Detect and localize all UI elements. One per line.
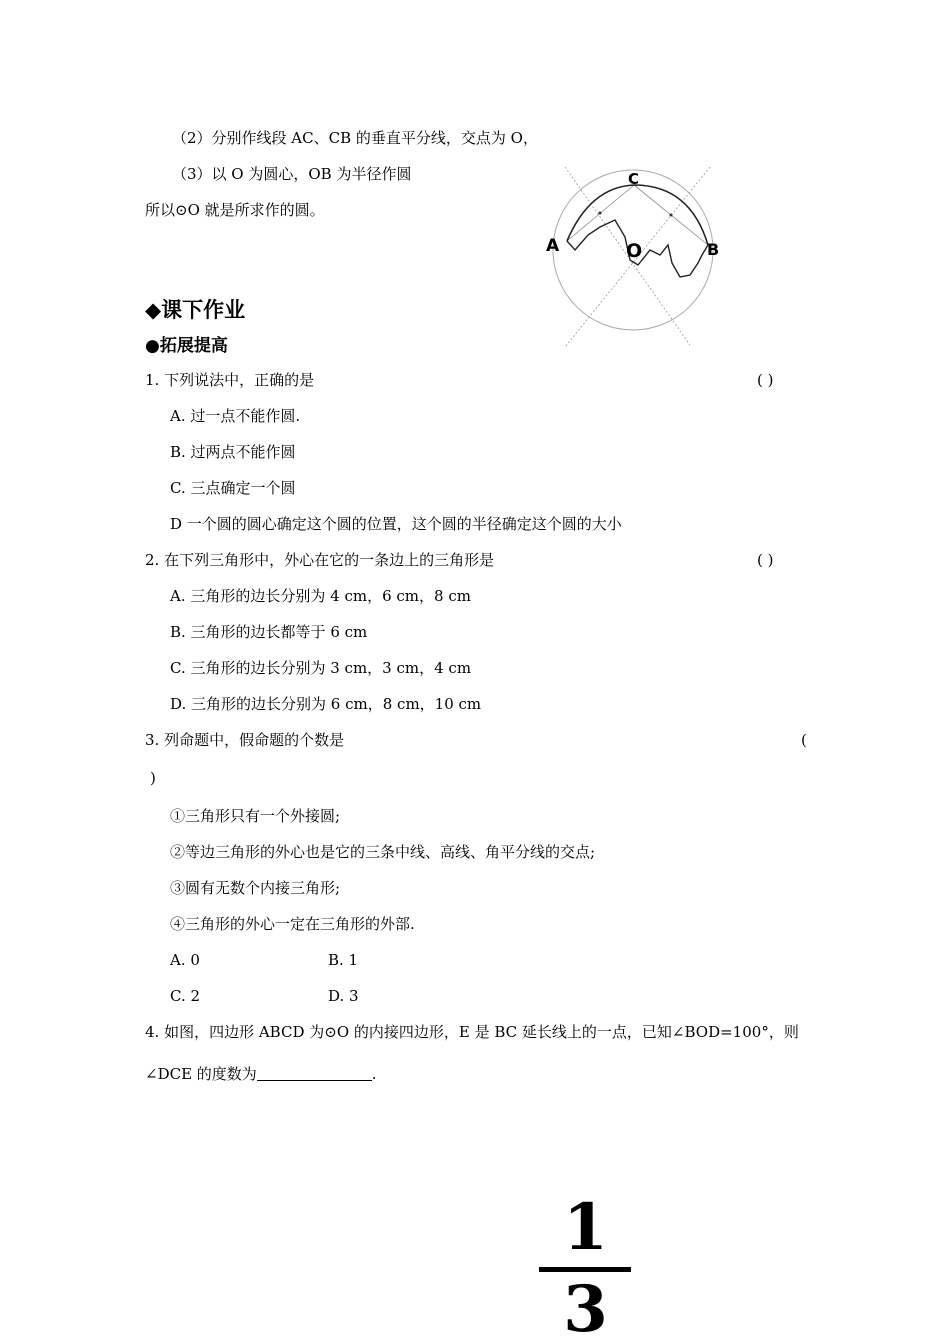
q3-proposition-4: ④三角形的外心一定在三角形的外部. (170, 915, 415, 933)
label-o: O (626, 240, 643, 262)
q2-option-b: B. 三角形的边长都等于 6 cm (170, 623, 368, 641)
fraction-one-third (533, 1196, 638, 1344)
midpoint-cb (670, 214, 673, 217)
q3-option-b: B. 1 (328, 951, 359, 969)
q3-option-a: A. 0 (170, 951, 200, 969)
label-b: B (707, 240, 720, 259)
q4-stem: 4. 如图，四边形 ABCD 为⊙O 的内接四边形，E 是 BC 延长线上的一点，已知∠BOD=100°，则 (145, 1023, 799, 1041)
fraction-denominator: 3 (563, 1272, 608, 1344)
q2-answer-bracket: ( ) (757, 551, 774, 569)
section-title: ◆课下作业 (145, 298, 246, 322)
q4-cont-text: ∠DCE 的度数为 (145, 1065, 257, 1083)
q3-bracket-close: ) (150, 769, 156, 787)
q1-stem: 1. 下列说法中，正确的是 (145, 371, 315, 389)
q1-option-a: A. 过一点不能作圆. (170, 407, 301, 425)
q3-stem: 3. 列命题中，假命题的个数是 (145, 731, 345, 749)
q3-bracket-open: ( (801, 731, 807, 749)
label-c: C (628, 170, 640, 188)
step-2-text: （2）分别作线段 AC、CB 的垂直平分线，交点为 O， (172, 129, 538, 147)
q2-option-c: C. 三角形的边长分别为 3 cm，3 cm，4 cm (170, 659, 472, 677)
circle-construction-figure (540, 165, 725, 350)
conclusion-text: 所以⊙O 就是所求作的圆。 (145, 201, 325, 219)
q4-end-period: . (371, 1065, 377, 1083)
q2-option-a: A. 三角形的边长分别为 4 cm，6 cm，8 cm (170, 587, 471, 605)
q3-option-d: D. 3 (328, 987, 359, 1005)
section-subtitle: ●拓展提高 (145, 336, 228, 356)
q2-option-d: D. 三角形的边长分别为 6 cm，8 cm，10 cm (170, 695, 482, 713)
q1-option-c: C. 三点确定一个圆 (170, 479, 296, 497)
q1-option-d: D 一个圆的圆心确定这个圆的位置，这个圆的半径确定这个圆的大小 (170, 515, 622, 533)
step-3-text: （3）以 O 为圆心，OB 为半径作圆 (172, 165, 412, 183)
fraction-numerator: 1 (563, 1196, 608, 1265)
q2-stem: 2. 在下列三角形中，外心在它的一条边上的三角形是 (145, 551, 495, 569)
q1-option-b: B. 过两点不能作圆 (170, 443, 296, 461)
q3-proposition-3: ③圆有无数个内接三角形; (170, 879, 341, 897)
label-a: A (546, 236, 560, 256)
q3-option-c: C. 2 (170, 987, 201, 1005)
midpoint-ac (599, 212, 602, 215)
q4-continuation (145, 1064, 377, 1084)
q4-answer-blank[interactable] (257, 1066, 372, 1081)
q3-proposition-1: ①三角形只有一个外接圆; (170, 807, 341, 825)
q3-proposition-2: ②等边三角形的外心也是它的三条中线、高线、角平分线的交点; (170, 843, 596, 861)
q1-answer-bracket: ( ) (757, 371, 774, 389)
upper-arc (567, 185, 708, 245)
